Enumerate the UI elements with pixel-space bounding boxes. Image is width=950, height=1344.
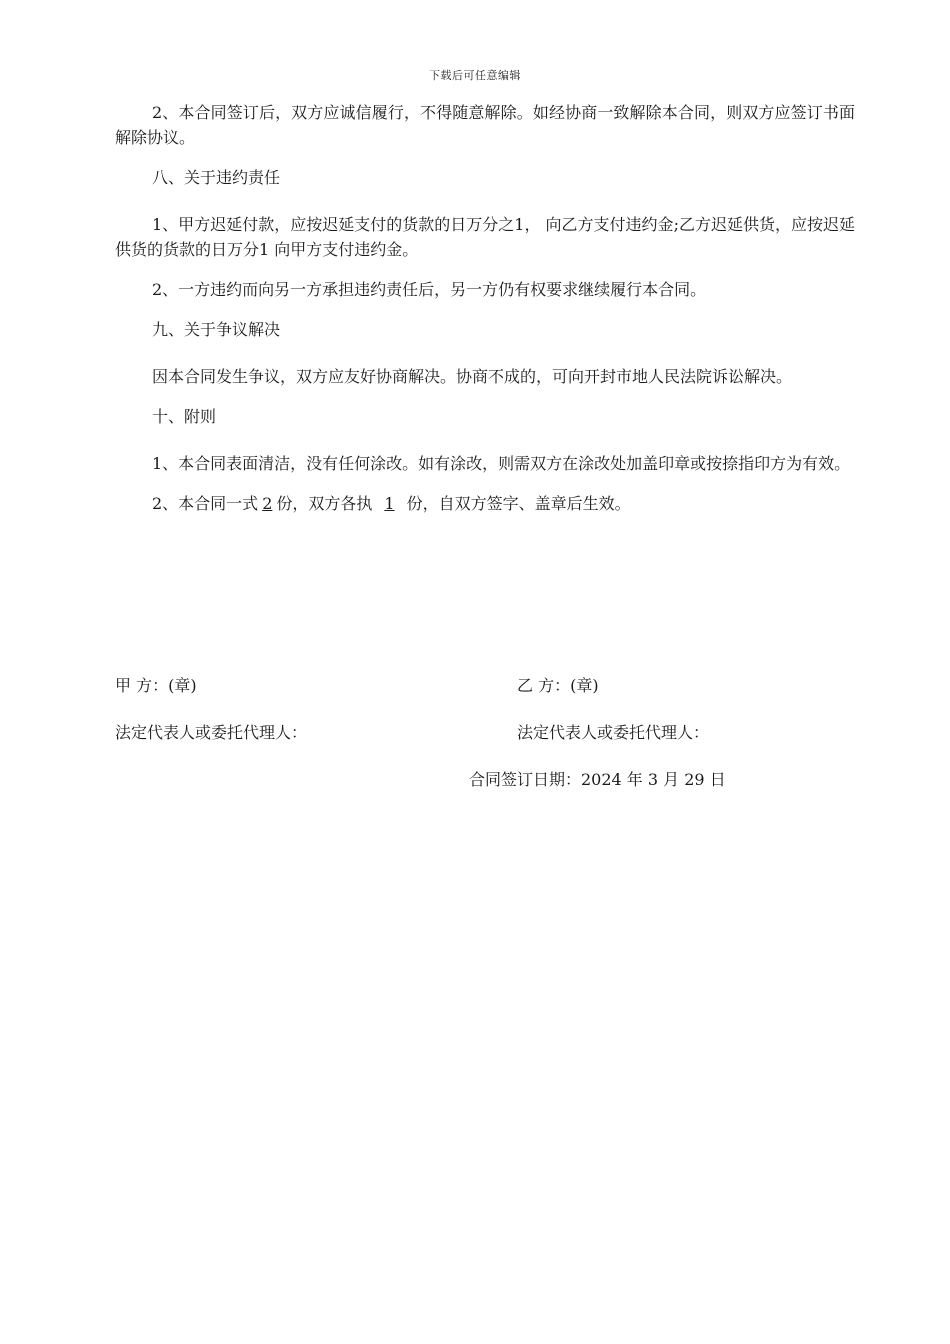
section-heading-supplementary: 十、附则 (152, 407, 217, 426)
clause-copies (115, 491, 855, 516)
contract-signing-date: 合同签订日期：2024 年 3 月 29 日 (469, 770, 726, 789)
section-heading-breach: 八、关于违约责任 (152, 168, 281, 187)
copies-mid: 份，双方各执 (276, 494, 373, 513)
copies-each-blank: 1 (384, 494, 395, 513)
copies-prefix: 2、本合同一式 (152, 494, 259, 513)
copies-suffix: 份，自双方签字、盖章后生效。 (406, 494, 631, 513)
party-a-seal: 甲 方：(章) (115, 676, 197, 695)
copies-total-blank: 2 (262, 494, 273, 513)
section-heading-dispute: 九、关于争议解决 (152, 320, 281, 339)
clause-continued-performance: 2、一方违约而向另一方承担违约责任后，另一方仍有权要求继续履行本合同。 (152, 280, 707, 299)
party-b-seal: 乙 方：(章) (517, 676, 599, 695)
party-a-representative: 法定代表人或委托代理人： (115, 723, 308, 742)
clause-late-payment: 1、甲方迟延付款，应按迟延支付的货款的日万分之1， 向乙方支付违约金;乙方迟延供货，应按迟延供货的货款的日万分1 向甲方支付违约金。 (115, 215, 855, 259)
clause-dispute-resolution: 因本合同发生争议，双方应友好协商解决。协商不成的，可向开封市地人民法院诉讼解决。 (152, 367, 793, 386)
clause-termination: 2、本合同签订后，双方应诚信履行，不得随意解除。如经协商一致解除本合同，则双方应签订书面解除协议。 (115, 103, 855, 147)
contract-body (115, 100, 855, 531)
party-b-representative: 法定代表人或委托代理人： (517, 723, 710, 742)
page-header-note: 下载后可任意编辑 (429, 69, 521, 82)
clause-no-alterations: 1、本合同表面清洁，没有任何涂改。如有涂改，则需双方在涂改处加盖印章或按捺指印方为有效。 (152, 454, 851, 473)
